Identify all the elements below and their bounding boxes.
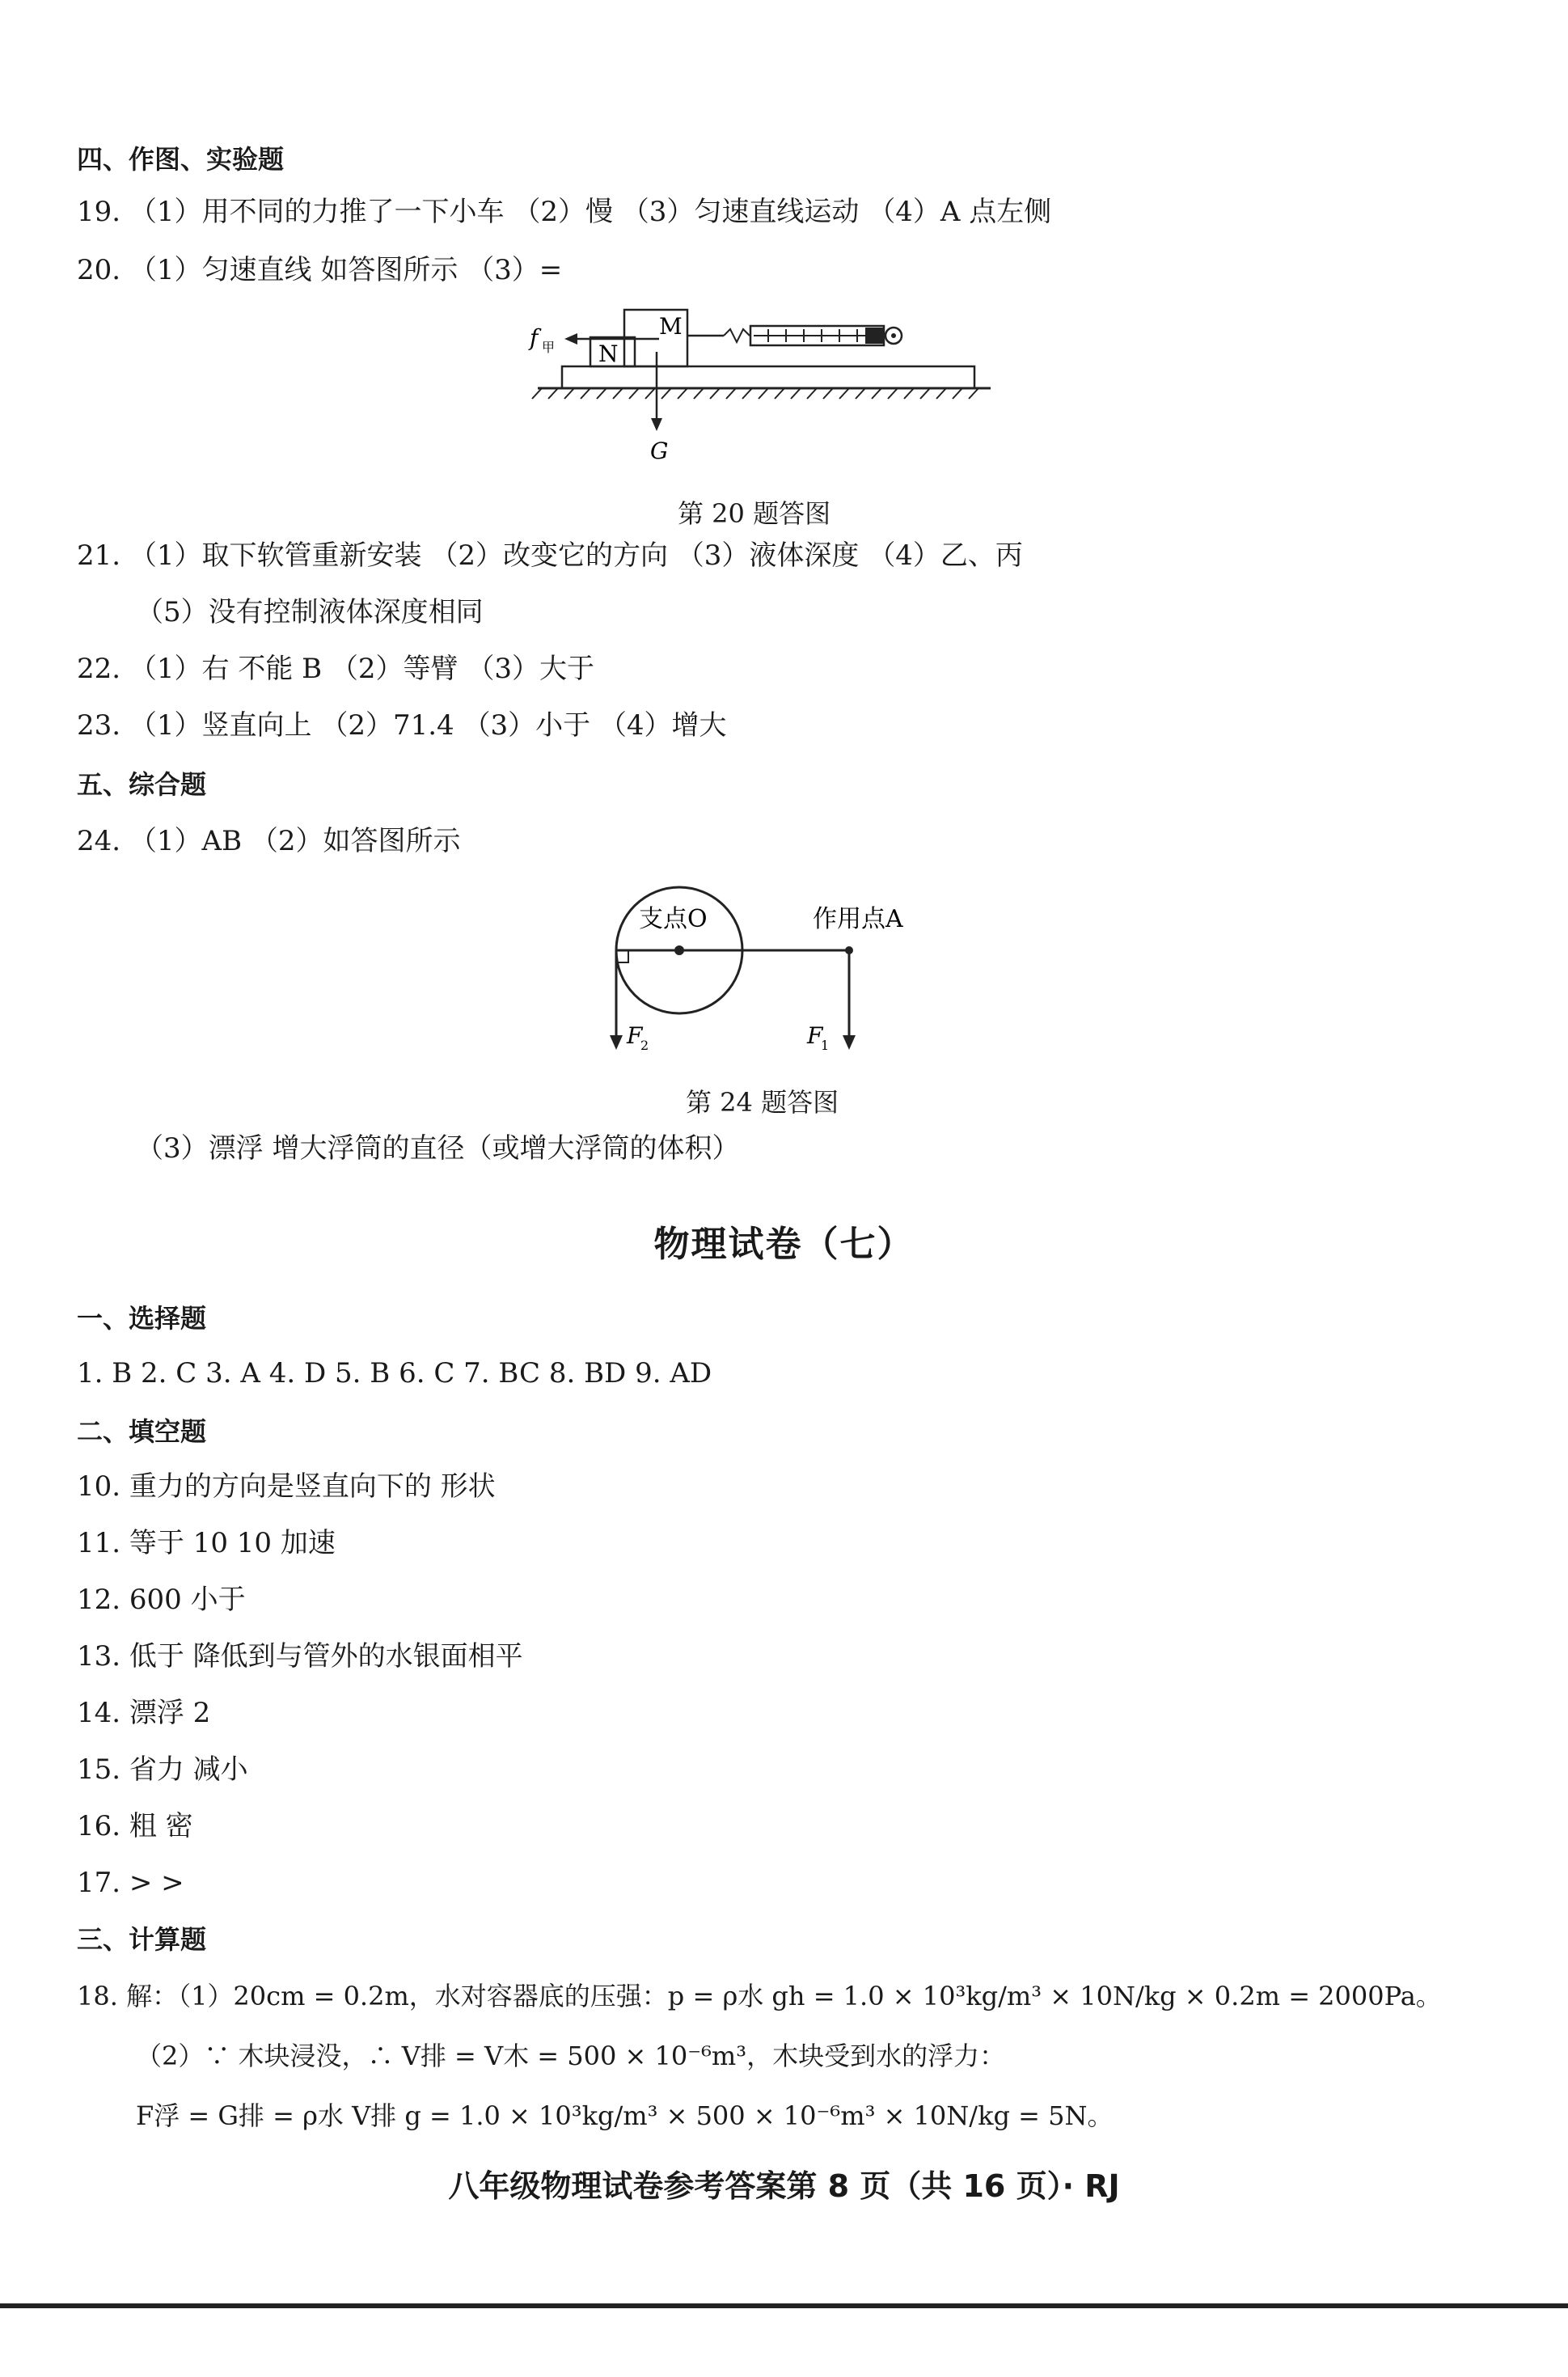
force-f1-subscript: 1 <box>821 1038 830 1053</box>
spring-hook <box>724 329 750 342</box>
spring-scale-pointer <box>865 328 883 344</box>
fill-answer: 11. 等于 10 10 加速 <box>77 1527 336 1559</box>
answer-q21-line1: 21. （1）取下软管重新安装 （2）改变它的方向 （3）液体深度 （4）乙、丙 <box>77 539 1023 572</box>
ground-hatching <box>532 388 978 399</box>
force-f2-arrowhead <box>610 1035 623 1050</box>
answer-q22: 22. （1）右 不能 B （2）等臂 （3）大于 <box>77 653 594 685</box>
section-heading-fill-in: 二、填空题 <box>77 1416 207 1447</box>
fill-answer: 10. 重力的方向是竖直向下的 形状 <box>77 1470 496 1503</box>
answer-q18-line2: （2）∵ 木块浸没，∴ V排 = V木 = 500 × 10⁻⁶m³，木块受到水的浮力： <box>136 2041 1006 2071</box>
answer-q18-line1: 18. 解：（1）20cm = 0.2m，水对容器底的压强：p = ρ水 gh = 1.0 × 10³kg/m³ × 10N/kg × 0.2m = 2000Pa。 <box>77 1981 1442 2011</box>
answer-q21-line2: （5）没有控制液体深度相同 <box>136 596 484 628</box>
fill-answer: 16. 粗 密 <box>77 1810 193 1842</box>
figure-24-diagram <box>582 882 938 1064</box>
board-n <box>562 366 974 388</box>
fill-answer: 17. > > <box>77 1867 184 1899</box>
figure-20-diagram <box>526 303 1011 465</box>
bottom-rule <box>0 2303 1568 2308</box>
answer-q20: 20. （1）匀速直线 如答图所示 （3）= <box>77 254 563 286</box>
mc-answers: 1. B 2. C 3. A 4. D 5. B 6. C 7. BC 8. BD 9. AD <box>77 1357 712 1389</box>
answer-q24: 24. （1）AB （2）如答图所示 <box>77 825 461 857</box>
section-heading-calculation: 三、计算题 <box>77 1924 207 1955</box>
friction-label: f <box>530 324 539 351</box>
force-f1-label: F <box>807 1022 823 1049</box>
section-heading-multiple-choice: 一、选择题 <box>77 1303 207 1334</box>
gravity-arrowhead <box>651 418 662 431</box>
force-f2-subscript: 2 <box>640 1038 649 1053</box>
point-a-label: 作用点A <box>813 905 903 933</box>
gravity-label: G <box>650 438 669 464</box>
force-f2-label: F <box>627 1022 643 1049</box>
fill-answer: 15. 省力 减小 <box>77 1753 248 1786</box>
figure-24-caption: 第 24 题答图 <box>686 1087 839 1118</box>
fulcrum-label: 支点O <box>639 905 708 933</box>
block-m-label: M <box>659 313 683 340</box>
fill-answer: 12. 600 小于 <box>77 1584 246 1616</box>
spring-scale-ring-dot <box>891 333 896 338</box>
block-n-label: N <box>598 340 619 367</box>
fill-answer: 14. 漂浮 2 <box>77 1697 211 1729</box>
answer-q24-part3: （3）漂浮 增大浮筒的直径（或增大浮筒的体积） <box>136 1132 740 1165</box>
section-heading-comprehensive: 五、综合题 <box>77 769 207 800</box>
answer-q18-line3: F浮 = G排 = ρ水 V排 g = 1.0 × 10³kg/m³ × 500 × 10⁻⁶m³ × 10N/kg = 5N。 <box>136 2100 1114 2131</box>
friction-subscript: 甲 <box>542 340 556 355</box>
figure-20-caption: 第 20 题答图 <box>678 498 831 529</box>
answer-q19: 19. （1）用不同的力推了一下小车 （2）慢 （3）匀速直线运动 （4）A 点左侧 <box>77 196 1052 228</box>
exam-7-title: 物理试卷（七） <box>653 1224 915 1265</box>
answer-q23: 23. （1）竖直向上 （2）71.4 （3）小于 （4）增大 <box>77 709 727 742</box>
section-heading-experiments: 四、作图、实验题 <box>77 144 285 175</box>
fill-answer: 13. 低于 降低到与管外的水银面相平 <box>77 1640 523 1673</box>
force-f1-arrowhead <box>843 1035 856 1050</box>
friction-arrowhead <box>564 333 577 345</box>
page-footer: 八年级物理试卷参考答案第 8 页（共 16 页）· RJ <box>448 2168 1120 2204</box>
